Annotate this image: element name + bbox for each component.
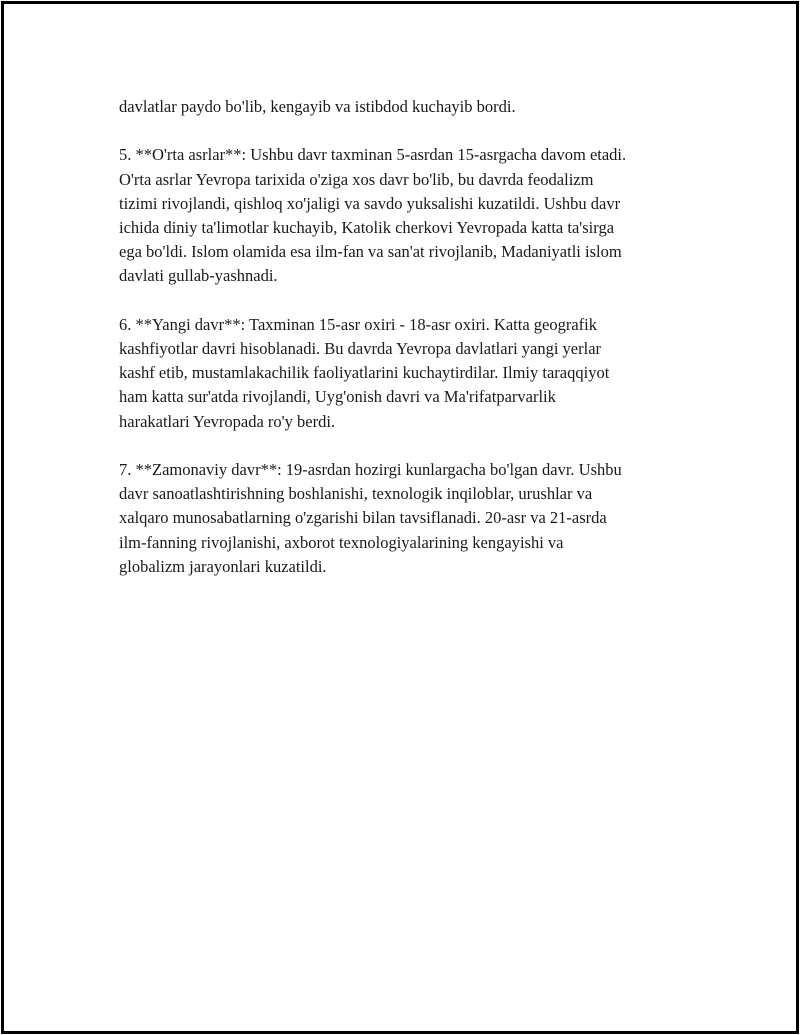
text-line: davr sanoatlashtirishning boshlanishi, texnologik inqiloblar, urushlar va: [119, 484, 593, 504]
text-line: kashfiyotlar davri hisoblanadi. Bu davrda Yevropa davlatlari yangi yerlar: [119, 339, 602, 358]
text-line: ham katta sur'atda rivojlandi, Uyg'onish davri va Ma'rifatparvarlik: [119, 387, 556, 407]
paragraph-middle-ages: [119, 143, 699, 288]
paragraph-modern-era: [119, 458, 699, 579]
text-line: harakatlari Yevropada ro'y berdi.: [119, 411, 336, 431]
text-line: xalqaro munosabatlarning o'zgarishi bilan tavsiflanadi. 20-asr va 21-asrda: [119, 508, 607, 528]
text-line: davlatlar paydo bo'lib, kengayib va istibdod kuchayib bordi.: [119, 97, 516, 116]
document-page: [1, 1, 799, 1034]
text-line: 6. **Yangi davr**: Taxminan 15-asr oxiri - 18-asr oxiri. Katta geografik: [119, 314, 598, 334]
text-line: ega bo'ldi. Islom olamida esa ilm-fan va san'at rivojlanib, Madaniyatli islom: [119, 242, 622, 262]
text-line: O'rta asrlar Yevropa tarixida o'ziga xos davr bo'lib, bu davrda feodalizm: [119, 169, 594, 189]
text-line: tizimi rivojlandi, qishloq xo'jaligi va savdo yuksalishi kuzatildi. Ushbu davr: [119, 193, 621, 213]
text-line: ilm-fanning rivojlanishi, axborot texnologiyalarining kengayishi va: [119, 532, 564, 552]
text-line: 5. **O'rta asrlar**: Ushbu davr taxminan 5-asrdan 15-asrgacha davom etadi.: [119, 145, 627, 165]
text-line: globalizm jarayonlari kuzatildi.: [119, 556, 327, 576]
text-line: davlati gullab-yashnadi.: [119, 266, 278, 286]
paragraph-new-era: [119, 313, 699, 434]
text-line: ichida diniy ta'limotlar kuchayib, Katolik cherkovi Yevropada katta ta'sirga: [119, 218, 615, 237]
text-line: kashf etib, mustamlakachilik faoliyatlarini kuchaytirdilar. Ilmiy taraqqiyot: [119, 363, 610, 383]
document-body: [119, 95, 699, 603]
paragraph-continuation: [119, 95, 699, 119]
text-line: 7. **Zamonaviy davr**: 19-asrdan hozirgi kunlargacha bo'lgan davr. Ushbu: [119, 460, 622, 479]
